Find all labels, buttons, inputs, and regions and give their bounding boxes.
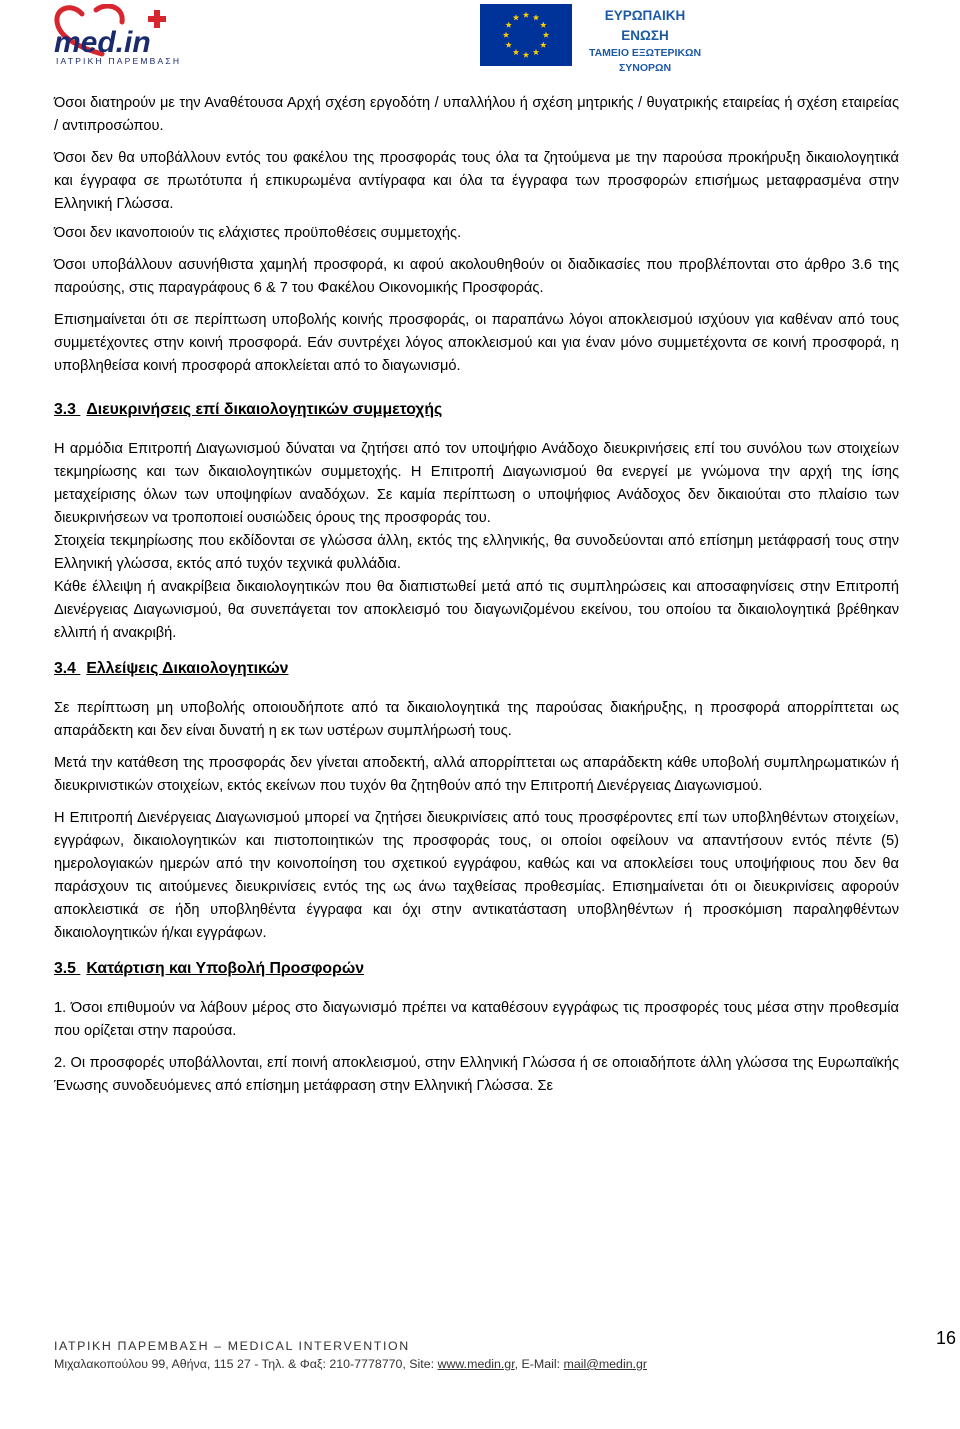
footer-email-label: , E-Mail: — [514, 1357, 564, 1371]
eu-funding-badge — [480, 4, 720, 74]
section-3-4-paragraph-3: Η Επιτροπή Διενέργειας Διαγωνισμού μπορεί να ζητήσει διευκρινίσεις από τους προσφέροντες επί των υποβληθέντων στοιχείων, εγγράφων, δικαιολογητικών και πιστοποιητικών της προσφοράς τους, οι οποίοι οφείλουν να απαντήσουν εντός πέντε (5) ημερολογιακών ημερών από την κοινοποίηση του σχετικού εγγράφου, καθώς και να αποκλείσει τους υποψήφιους που δεν θα παράσχουν τις αιτούμενες διευκρινίσεις εντός της ως άνω ταχθείσας προθεσμίας. Επισημαίνεται ότι οι διευκρινίσεις αφορούν αποκλειστικά σε ήδη υποβληθέντα έγγραφα και όχι στην αντικατάσταση υποβληθέντων ή προσκόμιση παραληφθέντων δικαιολογητικών ή/και εγγράφων. — [54, 810, 899, 941]
section-3-3-paragraph-3: Κάθε έλλειψη ή ανακρίβεια δικαιολογητικών που θα διαπιστωθεί μετά από τις συμπληρώσεις και αποσαφηνίσεις στην Επιτροπή Διενέργειας Διαγωνισμού, θα συνεπάγεται τον αποκλεισμό του διαγωνιζομένου εκείνου, του οποίου τα δικαιολογητικά βρέθηκαν ελλιπή ή ανακριβή. — [54, 579, 899, 641]
section-number: 3.3 — [54, 401, 76, 418]
eu-flag-icon — [480, 4, 572, 66]
footer-site-link[interactable]: www.medin.gr — [437, 1357, 515, 1371]
section-3-5-item-1: 1. Όσοι επιθυμούν να λάβουν μέρος στο διαγωνισμό πρέπει να καταθέσουν εγγράφως τις προσφορές τους μέσα στην προθεσμία που ορίζεται στην παρούσα. — [54, 1000, 899, 1039]
section-title: Ελλείψεις Δικαιολογητικών — [86, 660, 289, 677]
footer-address: Μιχαλακοπούλου 99, Αθήνα, 115 27 - Τηλ. & Φαξ: 210-7778770, Site: — [54, 1357, 438, 1371]
eu-line-2: ΤΑΜΕΙΟ ΕΞΩΤΕΡΙΚΩΝ — [588, 47, 702, 59]
section-3-5-heading — [54, 957, 899, 981]
section-title: Κατάρτιση και Υποβολή Προσφορών — [86, 960, 364, 977]
page-footer — [54, 1337, 960, 1377]
section-number: 3.5 — [54, 960, 76, 977]
logo-tagline: ΙΑΤΡΙΚΗ ΠΑΡΕΜΒΑΣΗ — [56, 56, 182, 66]
exclusion-paragraph-3: Όσοι δεν ικανοποιούν τις ελάχιστες προϋποθέσεις συμμετοχής. — [54, 225, 462, 241]
page-header — [0, 0, 960, 78]
section-number: 3.4 — [54, 660, 76, 677]
section-3-3-paragraph-1: Η αρμόδια Επιτροπή Διαγωνισμού δύναται να ζητήσει από τον υποψήφιο Ανάδοχο διευκρινήσεις επί του συνόλου των στοιχείων τεκμηρίωσης και των δικαιολογητικών συμμετοχής. Η Επιτροπή Διαγωνισμού θα ενεργεί με γνώμονα την αρχή της ίσης μεταχείρισης όλων των υποψηφίων αναδόχων. Σε καμία περίπτωση ο υποψήφιος Ανάδοχος δεν δικαιούται στο πλαίσιο των διευκρινήσεων να τροποποιεί ουσιώδεις όρους της προσφοράς του. — [54, 441, 899, 526]
section-3-5-item-2: 2. Οι προσφορές υποβάλλονται, επί ποινή αποκλεισμού, στην Ελληνική Γλώσσα ή σε οποιαδήποτε άλλη γλώσσα της Ευρωπαϊκής Ένωσης συνοδευόμενες από επίσημη μετάφραση στην Ελληνική Γλώσσα. Σε — [54, 1055, 899, 1094]
heart-cross-icon — [50, 4, 210, 60]
section-3-4-paragraph-1: Σε περίπτωση μη υποβολής οποιουδήποτε από τα δικαιολογητικά της παρούσας διακήρυξης, η προσφορά απορρίπτεται ως απαράδεκτη και δεν είναι δυνατή η εκ των υστέρων συμπλήρωσή τους. — [54, 700, 899, 739]
exclusion-paragraph-4: Όσοι υποβάλλουν ασυνήθιστα χαμηλή προσφορά, κι αφού ακολουθηθούν οι διαδικασίες που προβλέπονται στο άρθρο 3.6 της παρούσης, στις παραγράφους 6 & 7 του Φακέλου Οικονομικής Προσφοράς. — [54, 257, 899, 296]
section-3-3-paragraph-2: Στοιχεία τεκμηρίωσης που εκδίδονται σε γλώσσα άλλη, εκτός της ελληνικής, θα συνοδεύονται από επίσημη μετάφρασή τους στην Ελληνική γλώσσα, εκτός από τυχόν τεχνικά φυλλάδια. — [54, 533, 899, 572]
eu-fund-text — [580, 6, 710, 76]
eu-line-1: ΕΥΡΩΠΑΙΚΗ ΕΝΩΣΗ — [604, 8, 686, 43]
medin-logo — [50, 4, 210, 74]
logo-brand-text: med.in — [54, 26, 151, 59]
exclusion-paragraph-1: Όσοι διατηρούν με την Αναθέτουσα Αρχή σχέση εργοδότη / υπαλλήλου ή σχέση μητρικής / θυγατρικής εταιρείας ή σχέση εταιρείας / αντιπροσώπου. — [54, 95, 899, 134]
document-body — [54, 92, 899, 1107]
page-number: 16 — [936, 1328, 957, 1348]
exclusion-paragraph-2: Όσοι δεν θα υποβάλλουν εντός του φακέλου της προσφοράς τους όλα τα ζητούμενα με την παρούσα προκήρυξη δικαιολογητικά και έγγραφα σε πρωτότυπα ή επικυρωμένα αντίγραφα και όλα τα έγγραφα των προσφορών επισήμως μεταφρασμένα στην Ελληνική Γλώσσα. — [54, 150, 899, 212]
footer-contact — [54, 1355, 960, 1373]
section-3-4-heading — [54, 657, 899, 681]
footer-email-link[interactable]: mail@medin.gr — [563, 1357, 648, 1371]
footer-organization: ΙΑΤΡΙΚΗ ΠΑΡΕΜΒΑΣΗ – MEDICAL INTERVENTION — [54, 1339, 410, 1353]
section-title: Διευκρινήσεις επί δικαιολογητικών συμμετοχής — [86, 401, 443, 418]
section-3-4-paragraph-2: Μετά την κατάθεση της προσφοράς δεν γίνεται αποδεκτή, αλλά απορρίπτεται ως απαράδεκτη κάθε υποβολή συμπληρωματικών ή διευκρινιστικών στοιχείων, εκτός εκείνων που τυχόν θα ζητηθούν από την Επιτροπή Διενέργειας Διαγωνισμού. — [54, 755, 899, 794]
joint-offer-paragraph: Επισημαίνεται ότι σε περίπτωση υποβολής κοινής προσφοράς, οι παραπάνω λόγοι αποκλεισμού ισχύουν για καθέναν από τους συμμετέχοντες στην κοινή προσφορά. Εάν συντρέχει λόγος αποκλεισμού και για έναν μόνο συμμετέχοντα σε κοινή προσφορά, η υποβληθείσα κοινή προσφορά αποκλείεται από το διαγωνισμό. — [54, 312, 899, 374]
section-3-3-heading — [54, 398, 899, 422]
eu-line-3: ΣΥΝΟΡΩΝ — [618, 62, 672, 74]
